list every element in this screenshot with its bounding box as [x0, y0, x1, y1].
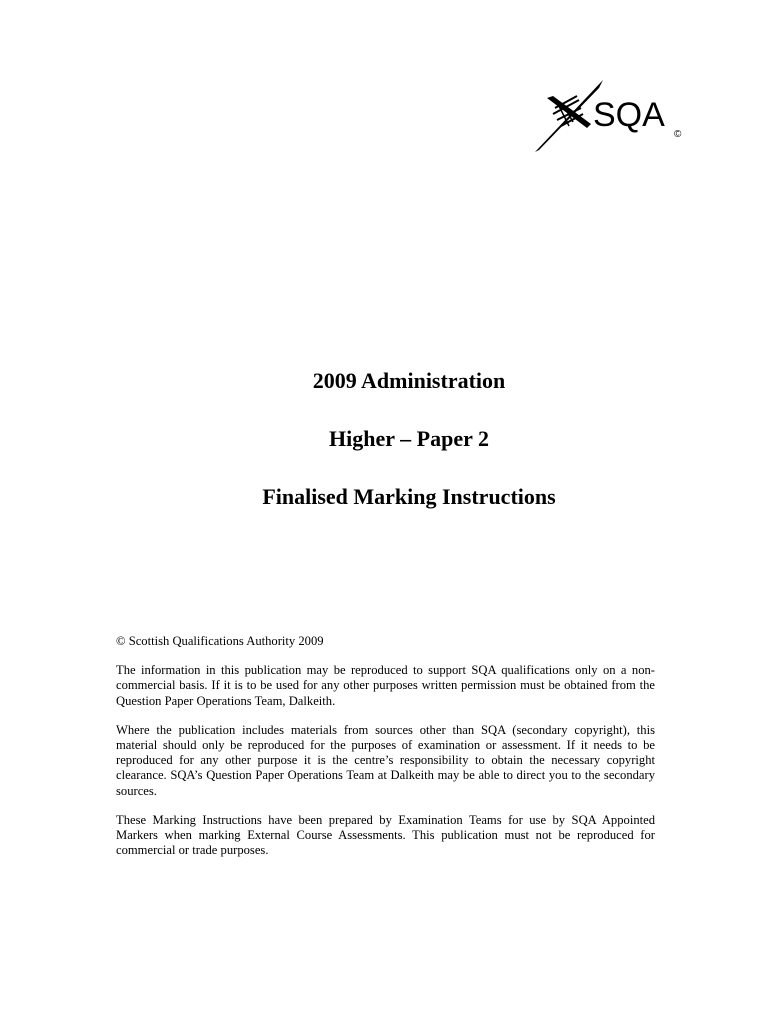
sqa-logo: [533, 78, 693, 158]
sqa-saltire-icon: [533, 78, 693, 158]
copyright-notice: © Scottish Qualifications Authority 2009: [116, 634, 324, 648]
marking-instructions-title: Finalised Marking Instructions: [262, 484, 556, 509]
copyright-section: [116, 634, 655, 872]
administration-title: 2009 Administration: [312, 368, 506, 393]
sqa-logo-text: SQA: [593, 96, 665, 134]
secondary-copyright-paragraph: Where the publication includes materials from sources other than SQA (secondary copyright), this material should only be reproduced for the purposes of examination or assessment. If it needs to be reproduced for any other purpose it is the centre’s responsibility to obtain the necessary copyright clearance. SQA’s Question Paper Operations Team at Dalkeith may be able to direct you to the secondary sources.: [116, 722, 655, 798]
paper-title: Higher – Paper 2: [329, 426, 489, 451]
reproduction-paragraph: The information in this publication may be reproduced to support SQA qualifications only on a non-commercial basis. If it is to be used for any other purposes written permission must be obtained from the Question Paper Operations Team, Dalkeith.: [116, 663, 655, 708]
logo-copyright-symbol: ©: [674, 129, 682, 140]
marking-instructions-paragraph: These Marking Instructions have been prepared by Examination Teams for use by SQA Appointed Markers when marking External Course Assessments. This publication must not be reproduced for commercial or trade purposes.: [116, 812, 655, 858]
